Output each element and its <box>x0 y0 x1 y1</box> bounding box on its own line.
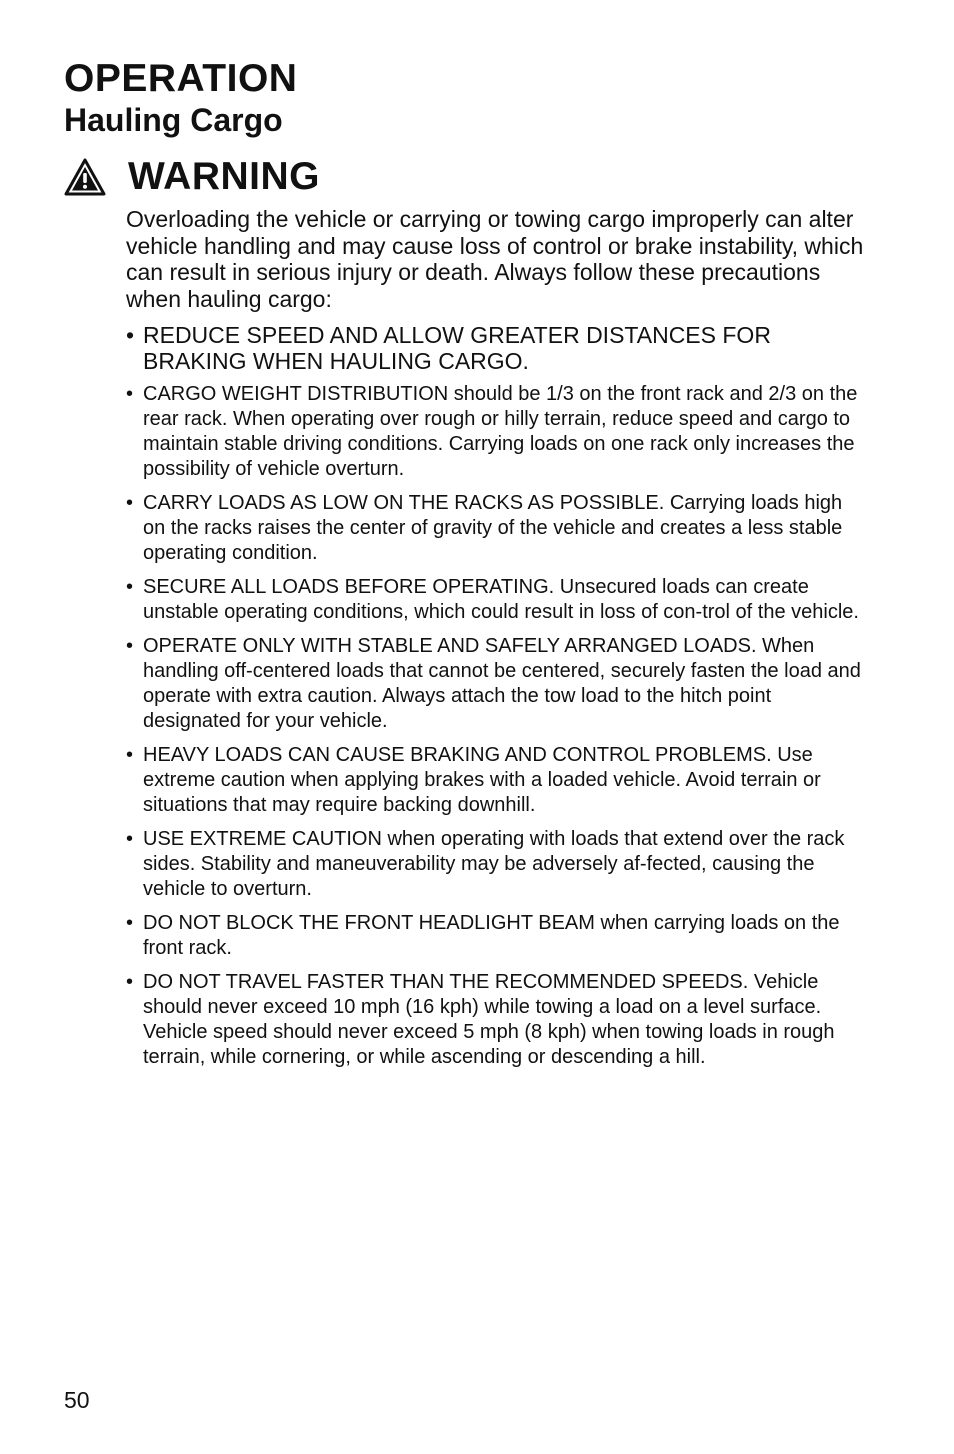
precaution-item <box>126 575 866 625</box>
precaution-item <box>126 491 866 566</box>
precaution-item <box>126 970 866 1070</box>
precaution-text: CARRY LOADS AS LOW ON THE RACKS AS POSSIBLE. Carrying loads high on the racks raises the center of gravity of the vehicle and creates a less stable operating condition. <box>143 492 843 564</box>
precaution-text: CARGO WEIGHT DISTRIBUTION should be 1/3 on the front rack and 2/3 on the rear rack. When operating over rough or hilly terrain, reduce speed and cargo to maintain stable driving conditions. Carrying loads on one rack only increases the possibility of vehicle overturn. <box>143 383 858 480</box>
precaution-item <box>126 322 866 374</box>
warning-header <box>64 152 320 202</box>
warning-body <box>126 206 866 1079</box>
bullet-icon: • <box>126 971 134 993</box>
warning-triangle-icon <box>64 158 106 196</box>
bullet-icon: • <box>126 635 134 657</box>
precaution-text: SECURE ALL LOADS BEFORE OPERATING. Unsecured loads can create unstable operating conditions, which could result in loss of con-trol of the vehicle. <box>143 576 859 623</box>
precaution-text: OPERATE ONLY WITH STABLE AND SAFELY ARRANGED LOADS. When handling off-centered loads that cannot be centered, securely fasten the load and operate with extra caution. Always attach the tow load to the hitch point designated for your vehicle. <box>143 635 861 732</box>
warning-title: WARNING <box>128 155 320 198</box>
precaution-text: USE EXTREME CAUTION when operating with loads that extend over the rack sides. Stability and maneuverability may be adversely af-fected, causing the vehicle to overturn. <box>143 828 845 900</box>
precaution-item <box>126 634 866 734</box>
precaution-text: DO NOT TRAVEL FASTER THAN THE RECOMMENDED SPEEDS. Vehicle should never exceed 10 mph (16 kph) while towing a load on a level surface. Vehicle speed should never exceed 5 mph (8 kph) when towing loads in rough terrain, while cornering, or while ascending or descending a hill. <box>143 971 835 1068</box>
bullet-icon: • <box>126 744 134 766</box>
section-title: OPERATION <box>64 57 298 100</box>
bullet-icon: • <box>126 492 134 514</box>
bullet-icon: • <box>126 383 134 405</box>
precaution-text: REDUCE SPEED AND ALLOW GREATER DISTANCES FOR BRAKING WHEN HAULING CARGO. <box>143 322 771 374</box>
warning-intro: Overloading the vehicle or carrying or towing cargo improperly can alter vehicle handling and may cause loss of control or brake instability, which can result in serious injury or death. Always follow these precautions when hauling cargo: <box>126 206 864 312</box>
precaution-item <box>126 827 866 902</box>
bullet-icon: • <box>126 576 134 598</box>
precaution-item <box>126 382 866 482</box>
subsection-title: Hauling Cargo <box>64 102 283 138</box>
bullet-icon: • <box>126 828 134 850</box>
precaution-item <box>126 911 866 961</box>
precaution-text: DO NOT BLOCK THE FRONT HEADLIGHT BEAM when carrying loads on the front rack. <box>143 912 840 959</box>
precaution-text: HEAVY LOADS CAN CAUSE BRAKING AND CONTROL PROBLEMS. Use extreme caution when applying brakes with a loaded vehicle. Avoid terrain or situations that may require backing downhill. <box>143 744 821 816</box>
bullet-icon: • <box>126 912 134 934</box>
precaution-item <box>126 743 866 818</box>
bullet-icon: • <box>126 322 135 348</box>
page-number: 50 <box>64 1387 90 1413</box>
precaution-list <box>126 322 866 1070</box>
